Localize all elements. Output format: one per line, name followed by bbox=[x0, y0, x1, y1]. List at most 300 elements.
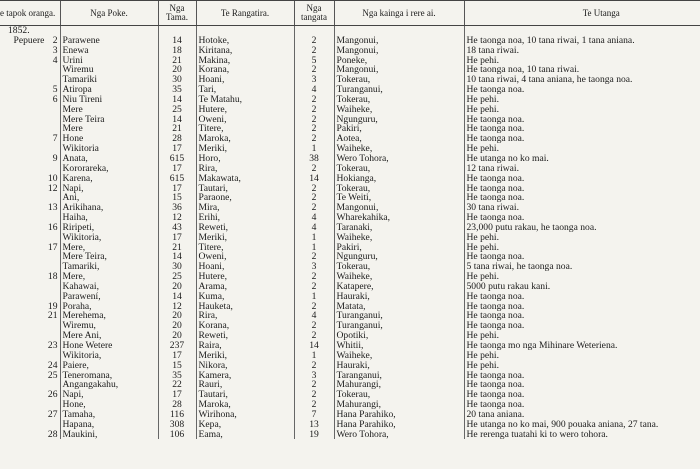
crew-count: 19 bbox=[294, 430, 334, 440]
ship-name: Napi, bbox=[60, 390, 158, 400]
ship-name: Wiremu bbox=[60, 65, 158, 75]
row-date bbox=[0, 56, 60, 66]
header-tama-bottom: Tama. bbox=[165, 12, 189, 22]
table-row bbox=[0, 341, 700, 351]
table-row bbox=[0, 390, 700, 400]
cargo-description: He pehi. bbox=[464, 56, 700, 66]
ship-name: Mere, bbox=[60, 272, 158, 282]
day-number: 2 bbox=[52, 35, 58, 46]
ship-tons: 14 bbox=[158, 252, 196, 262]
ship-tons: 15 bbox=[158, 361, 196, 371]
crew-count: 4 bbox=[294, 223, 334, 233]
ship-name: Paiere, bbox=[60, 361, 158, 371]
ship-tons: 308 bbox=[158, 420, 196, 430]
cargo-description: 10 tana riwai, 4 tana aniana, he taonga noa. bbox=[464, 75, 700, 85]
ship-name: Wikitoria bbox=[60, 144, 158, 154]
row-date bbox=[0, 361, 60, 371]
table-row bbox=[0, 115, 700, 125]
captain-name: Hutere, bbox=[196, 272, 294, 282]
captain-name: Kiritana, bbox=[196, 46, 294, 56]
ship-tons: 14 bbox=[158, 292, 196, 302]
departure-place: Ngunguru, bbox=[334, 115, 464, 125]
row-date bbox=[0, 292, 60, 302]
ship-name: Wikitoria, bbox=[60, 351, 158, 361]
ship-tons: 21 bbox=[158, 243, 196, 253]
departure-place: Turanganui, bbox=[334, 311, 464, 321]
table-row bbox=[0, 134, 700, 144]
departure-place: Hana Parahiko, bbox=[334, 420, 464, 430]
crew-count: 2 bbox=[294, 282, 334, 292]
crew-count: 2 bbox=[294, 321, 334, 331]
day-number: 28 bbox=[47, 429, 58, 440]
ship-name: Mere bbox=[60, 105, 158, 115]
captain-name: Raira, bbox=[196, 341, 294, 351]
row-date bbox=[0, 124, 60, 134]
table-row bbox=[0, 282, 700, 292]
row-date bbox=[0, 341, 60, 351]
departure-place: Aotea, bbox=[334, 134, 464, 144]
ship-name: Mere Teira, bbox=[60, 252, 158, 262]
crew-count: 38 bbox=[294, 154, 334, 164]
crew-count: 2 bbox=[294, 252, 334, 262]
crew-count: 1 bbox=[294, 351, 334, 361]
captain-name: Eama, bbox=[196, 430, 294, 440]
captain-name: Erihi, bbox=[196, 213, 294, 223]
captain-name: Reweti, bbox=[196, 223, 294, 233]
crew-count: 2 bbox=[294, 380, 334, 390]
ship-name: Tamaha, bbox=[60, 410, 158, 420]
table-row bbox=[0, 380, 700, 390]
departure-place: Hana Parahiko, bbox=[334, 410, 464, 420]
ship-tons: 30 bbox=[158, 75, 196, 85]
crew-count: 2 bbox=[294, 361, 334, 371]
table-row bbox=[0, 174, 700, 184]
ship-name: Kahawai, bbox=[60, 282, 158, 292]
day-number: 24 bbox=[47, 360, 58, 371]
ship-name: Poraha, bbox=[60, 302, 158, 312]
ship-tons: 25 bbox=[158, 272, 196, 282]
day-number: 25 bbox=[47, 370, 58, 381]
crew-count: 3 bbox=[294, 371, 334, 381]
month-label: Pepuere bbox=[13, 35, 45, 46]
cargo-description: He taonga noa. bbox=[464, 292, 700, 302]
ship-name: Arikihana, bbox=[60, 203, 158, 213]
table-row bbox=[0, 95, 700, 105]
header-poke: Nga Poke. bbox=[60, 1, 158, 26]
departure-place: Waiheke, bbox=[334, 272, 464, 282]
crew-count: 1 bbox=[294, 144, 334, 154]
table-row bbox=[0, 361, 700, 371]
row-date bbox=[0, 252, 60, 262]
departure-place: Hauraki, bbox=[334, 292, 464, 302]
departure-place: Mangonui, bbox=[334, 65, 464, 75]
captain-name: Horo, bbox=[196, 154, 294, 164]
table-row bbox=[0, 430, 700, 440]
table-row bbox=[0, 203, 700, 213]
row-date bbox=[0, 351, 60, 361]
day-number: 10 bbox=[47, 173, 58, 184]
captain-name: Oweni, bbox=[196, 252, 294, 262]
crew-count: 2 bbox=[294, 164, 334, 174]
row-date bbox=[0, 272, 60, 282]
crew-count: 2 bbox=[294, 124, 334, 134]
table-row bbox=[0, 311, 700, 321]
captain-name: Meriki, bbox=[196, 233, 294, 243]
table-row bbox=[0, 46, 700, 56]
register-body bbox=[0, 26, 700, 440]
cargo-description: He pehi. bbox=[464, 272, 700, 282]
crew-count: 2 bbox=[294, 95, 334, 105]
crew-count: 4 bbox=[294, 311, 334, 321]
crew-count: 2 bbox=[294, 65, 334, 75]
day-number: 26 bbox=[47, 390, 58, 401]
departure-place: Waiheke, bbox=[334, 105, 464, 115]
header-rangatira: Te Rangatira. bbox=[196, 1, 294, 26]
day-number: 6 bbox=[52, 94, 58, 105]
cargo-description: He taonga noa. bbox=[464, 380, 700, 390]
ship-tons: 22 bbox=[158, 380, 196, 390]
table-row bbox=[0, 184, 700, 194]
captain-name: Rira, bbox=[196, 164, 294, 174]
day-number: 21 bbox=[47, 311, 58, 322]
captain-name: Rira, bbox=[196, 311, 294, 321]
ship-tons: 14 bbox=[158, 115, 196, 125]
departure-place: Matata, bbox=[334, 302, 464, 312]
departure-place: Wero Tohora, bbox=[334, 154, 464, 164]
row-date bbox=[0, 154, 60, 164]
cargo-description: 18 tana riwai. bbox=[464, 46, 700, 56]
row-date bbox=[0, 213, 60, 223]
crew-count: 4 bbox=[294, 85, 334, 95]
day-number: 18 bbox=[47, 272, 58, 282]
ship-name: Hone Wetere bbox=[60, 341, 158, 351]
row-date bbox=[0, 430, 60, 440]
table-row bbox=[0, 213, 700, 223]
day-number: 19 bbox=[47, 301, 58, 312]
ship-tons: 17 bbox=[158, 390, 196, 400]
row-date bbox=[0, 223, 60, 233]
departure-place: Whitii, bbox=[334, 341, 464, 351]
crew-count: 2 bbox=[294, 302, 334, 312]
ship-tons: 17 bbox=[158, 164, 196, 174]
ship-tons: 20 bbox=[158, 282, 196, 292]
cargo-description: He pehi. bbox=[464, 233, 700, 243]
cargo-description: He pehi. bbox=[464, 144, 700, 154]
departure-place: Hokianga, bbox=[334, 174, 464, 184]
cargo-description: 5 tana riwai, he taonga noa. bbox=[464, 262, 700, 272]
header-tama-top: Nga bbox=[169, 3, 185, 13]
cargo-description: He pehi. bbox=[464, 361, 700, 371]
ship-tons: 20 bbox=[158, 331, 196, 341]
captain-name: Wirihona, bbox=[196, 410, 294, 420]
captain-name: Korana, bbox=[196, 65, 294, 75]
row-date bbox=[0, 174, 60, 184]
ship-tons: 15 bbox=[158, 193, 196, 203]
table-row bbox=[0, 243, 700, 253]
cargo-description: He taonga mo nga Mihinare Weteriena. bbox=[464, 341, 700, 351]
header-tangata bbox=[294, 1, 334, 26]
row-date bbox=[0, 420, 60, 430]
crew-count: 5 bbox=[294, 56, 334, 66]
row-date bbox=[0, 311, 60, 321]
row-date bbox=[0, 164, 60, 174]
table-row bbox=[0, 410, 700, 420]
row-date bbox=[0, 400, 60, 410]
table-row bbox=[0, 56, 700, 66]
ship-name: Parawení, bbox=[60, 292, 158, 302]
departure-place: Tokerau, bbox=[334, 75, 464, 85]
ship-tons: 43 bbox=[158, 223, 196, 233]
crew-count: 2 bbox=[294, 36, 334, 46]
departure-place: Mangonui, bbox=[334, 203, 464, 213]
row-date bbox=[0, 282, 60, 292]
crew-count: 2 bbox=[294, 272, 334, 282]
day-number: 16 bbox=[47, 222, 58, 233]
cargo-description: He pehi. bbox=[464, 331, 700, 341]
row-date bbox=[0, 302, 60, 312]
year-row bbox=[0, 26, 700, 36]
ship-tons: 20 bbox=[158, 311, 196, 321]
departure-place: Mangonui, bbox=[334, 36, 464, 46]
captain-name: Korana, bbox=[196, 321, 294, 331]
day-number: 23 bbox=[47, 341, 58, 351]
row-date bbox=[0, 65, 60, 75]
captain-name: Maroka, bbox=[196, 400, 294, 410]
row-date bbox=[0, 243, 60, 253]
row-date bbox=[0, 115, 60, 125]
cargo-description: He taonga noa, 10 tana riwai. bbox=[464, 65, 700, 75]
captain-name: Mira, bbox=[196, 203, 294, 213]
row-date bbox=[0, 36, 60, 46]
header-tangata-top: Nga bbox=[306, 3, 322, 13]
ship-name: Niu Tireni bbox=[60, 95, 158, 105]
ship-tons: 17 bbox=[158, 351, 196, 361]
crew-count: 1 bbox=[294, 292, 334, 302]
table-row bbox=[0, 154, 700, 164]
captain-name: Hotoke, bbox=[196, 36, 294, 46]
ship-tons: 17 bbox=[158, 184, 196, 194]
cargo-description: He taonga noa, 10 tana riwai, 1 tana aniana. bbox=[464, 36, 700, 46]
crew-count: 14 bbox=[294, 341, 334, 351]
captain-name: Kuma, bbox=[196, 292, 294, 302]
row-date bbox=[0, 321, 60, 331]
cargo-description: He utanga no ko mai. bbox=[464, 154, 700, 164]
ship-tons: 35 bbox=[158, 371, 196, 381]
captain-name: Kamera, bbox=[196, 371, 294, 381]
ship-tons: 116 bbox=[158, 410, 196, 420]
departure-place: Ngunguru, bbox=[334, 252, 464, 262]
ship-tons: 12 bbox=[158, 213, 196, 223]
day-number: 3 bbox=[52, 45, 58, 56]
cargo-description: He rerenga tuatahi ki to wero tohora. bbox=[464, 430, 700, 440]
table-row bbox=[0, 233, 700, 243]
captain-name: Meriki, bbox=[196, 351, 294, 361]
cargo-description: He taonga noa. bbox=[464, 134, 700, 144]
ship-tons: 14 bbox=[158, 95, 196, 105]
departure-place: Turanganui, bbox=[334, 85, 464, 95]
header-tangata-bottom: tangata bbox=[301, 12, 327, 22]
ship-name: Enewa bbox=[60, 46, 158, 56]
day-number: 7 bbox=[52, 134, 58, 145]
departure-place: Opotiki, bbox=[334, 331, 464, 341]
captain-name: Maroka, bbox=[196, 134, 294, 144]
table-row bbox=[0, 164, 700, 174]
crew-count: 3 bbox=[294, 262, 334, 272]
departure-place: Tokerau, bbox=[334, 262, 464, 272]
ship-tons: 20 bbox=[158, 65, 196, 75]
row-date bbox=[0, 390, 60, 400]
row-date bbox=[0, 184, 60, 194]
ship-name: Mere, bbox=[60, 243, 158, 253]
cargo-description: He taonga noa. bbox=[464, 302, 700, 312]
ship-tons: 14 bbox=[158, 36, 196, 46]
ship-name: Mere Teira bbox=[60, 115, 158, 125]
captain-name: Kepa, bbox=[196, 420, 294, 430]
crew-count: 13 bbox=[294, 420, 334, 430]
cargo-description: 12 tana riwai. bbox=[464, 164, 700, 174]
table-row bbox=[0, 105, 700, 115]
ship-name: Riripeti, bbox=[60, 223, 158, 233]
crew-count: 1 bbox=[294, 233, 334, 243]
crew-count: 7 bbox=[294, 410, 334, 420]
table-row bbox=[0, 420, 700, 430]
ship-name: Wikitoria, bbox=[60, 233, 158, 243]
departure-place: Waiheke, bbox=[334, 351, 464, 361]
crew-count: 2 bbox=[294, 193, 334, 203]
ship-name: Urini bbox=[60, 56, 158, 66]
header-date: e tapok oranga. bbox=[0, 1, 60, 26]
header-utanga: Te Utanga bbox=[464, 1, 700, 26]
table-row bbox=[0, 351, 700, 361]
row-date bbox=[0, 75, 60, 85]
crew-count: 2 bbox=[294, 203, 334, 213]
row-date bbox=[0, 233, 60, 243]
row-date bbox=[0, 193, 60, 203]
departure-place: Pakiri, bbox=[334, 243, 464, 253]
row-date bbox=[0, 134, 60, 144]
captain-name: Hoani, bbox=[196, 75, 294, 85]
ship-tons: 21 bbox=[158, 56, 196, 66]
day-number: 9 bbox=[52, 153, 58, 164]
ship-tons: 106 bbox=[158, 430, 196, 440]
table-row bbox=[0, 85, 700, 95]
ship-name: Karena, bbox=[60, 174, 158, 184]
crew-count: 2 bbox=[294, 390, 334, 400]
header-tama bbox=[158, 1, 196, 26]
departure-place: Tokerau, bbox=[334, 95, 464, 105]
cargo-description: He taonga noa. bbox=[464, 213, 700, 223]
captain-name: Hoani, bbox=[196, 262, 294, 272]
ship-tons: 237 bbox=[158, 341, 196, 351]
cargo-description: He pehi. bbox=[464, 95, 700, 105]
ship-name: Kororareka, bbox=[60, 164, 158, 174]
ship-tons: 18 bbox=[158, 46, 196, 56]
table-row bbox=[0, 144, 700, 154]
crew-count: 2 bbox=[294, 46, 334, 56]
ship-tons: 17 bbox=[158, 144, 196, 154]
captain-name: Hutere, bbox=[196, 105, 294, 115]
crew-count: 3 bbox=[294, 75, 334, 85]
captain-name: Paraone, bbox=[196, 193, 294, 203]
table-row bbox=[0, 36, 700, 46]
cargo-description: He taonga noa. bbox=[464, 321, 700, 331]
captain-name: Rauri, bbox=[196, 380, 294, 390]
ship-name: Hapana, bbox=[60, 420, 158, 430]
row-date bbox=[0, 331, 60, 341]
ship-name: Teneromana, bbox=[60, 371, 158, 381]
table-row bbox=[0, 292, 700, 302]
table-row bbox=[0, 252, 700, 262]
departure-place: Tokerau, bbox=[334, 184, 464, 194]
row-date bbox=[0, 371, 60, 381]
cargo-description: 30 tana riwai. bbox=[464, 203, 700, 213]
ship-name: Angangakahu, bbox=[60, 380, 158, 390]
captain-name: Reweti, bbox=[196, 331, 294, 341]
cargo-description: He taonga noa. bbox=[464, 390, 700, 400]
crew-count: 14 bbox=[294, 174, 334, 184]
table-row bbox=[0, 321, 700, 331]
day-number: 4 bbox=[52, 55, 58, 66]
ship-tons: 36 bbox=[158, 203, 196, 213]
table-row bbox=[0, 262, 700, 272]
departure-place: Taranaki, bbox=[334, 223, 464, 233]
crew-count: 2 bbox=[294, 184, 334, 194]
captain-name: Makina, bbox=[196, 56, 294, 66]
year-label: 1852. bbox=[8, 25, 30, 36]
cargo-description: He taonga noa. bbox=[464, 115, 700, 125]
captain-name: Meriki, bbox=[196, 144, 294, 154]
table-row bbox=[0, 193, 700, 203]
header-row bbox=[0, 1, 700, 26]
crew-count: 2 bbox=[294, 115, 334, 125]
departure-place: Wharekahika, bbox=[334, 213, 464, 223]
cargo-description: He taonga noa. bbox=[464, 174, 700, 184]
captain-name: Nikora, bbox=[196, 361, 294, 371]
row-date bbox=[0, 262, 60, 272]
table-row bbox=[0, 400, 700, 410]
header-kainga: Nga kainga i rere ai. bbox=[334, 1, 464, 26]
departure-place: Katapere, bbox=[334, 282, 464, 292]
row-date bbox=[0, 144, 60, 154]
table-row bbox=[0, 272, 700, 282]
cargo-description: He pehi. bbox=[464, 243, 700, 253]
ship-name: Hone bbox=[60, 134, 158, 144]
captain-name: Makawata, bbox=[196, 174, 294, 184]
ship-tons: 615 bbox=[158, 174, 196, 184]
departure-place: Pakiri, bbox=[334, 124, 464, 134]
crew-count: 1 bbox=[294, 243, 334, 253]
cargo-description: He taonga noa. bbox=[464, 400, 700, 410]
cargo-description: He pehi. bbox=[464, 105, 700, 115]
captain-name: Te Matahu, bbox=[196, 95, 294, 105]
ship-name: Maukini, bbox=[60, 430, 158, 440]
captain-name: Hauketa, bbox=[196, 302, 294, 312]
table-row bbox=[0, 65, 700, 75]
departure-place: Waiheke, bbox=[334, 144, 464, 154]
departure-place: Tokerau, bbox=[334, 164, 464, 174]
ship-name: Mere Ani, bbox=[60, 331, 158, 341]
ship-tons: 30 bbox=[158, 262, 196, 272]
ship-tons: 25 bbox=[158, 105, 196, 115]
ship-name: Anata, bbox=[60, 154, 158, 164]
ship-tons: 21 bbox=[158, 124, 196, 134]
departure-place: Turanganui, bbox=[334, 321, 464, 331]
table-row bbox=[0, 75, 700, 85]
captain-name: Titere, bbox=[196, 243, 294, 253]
ship-tons: 28 bbox=[158, 134, 196, 144]
crew-count: 2 bbox=[294, 134, 334, 144]
ship-name: Wiremu, bbox=[60, 321, 158, 331]
